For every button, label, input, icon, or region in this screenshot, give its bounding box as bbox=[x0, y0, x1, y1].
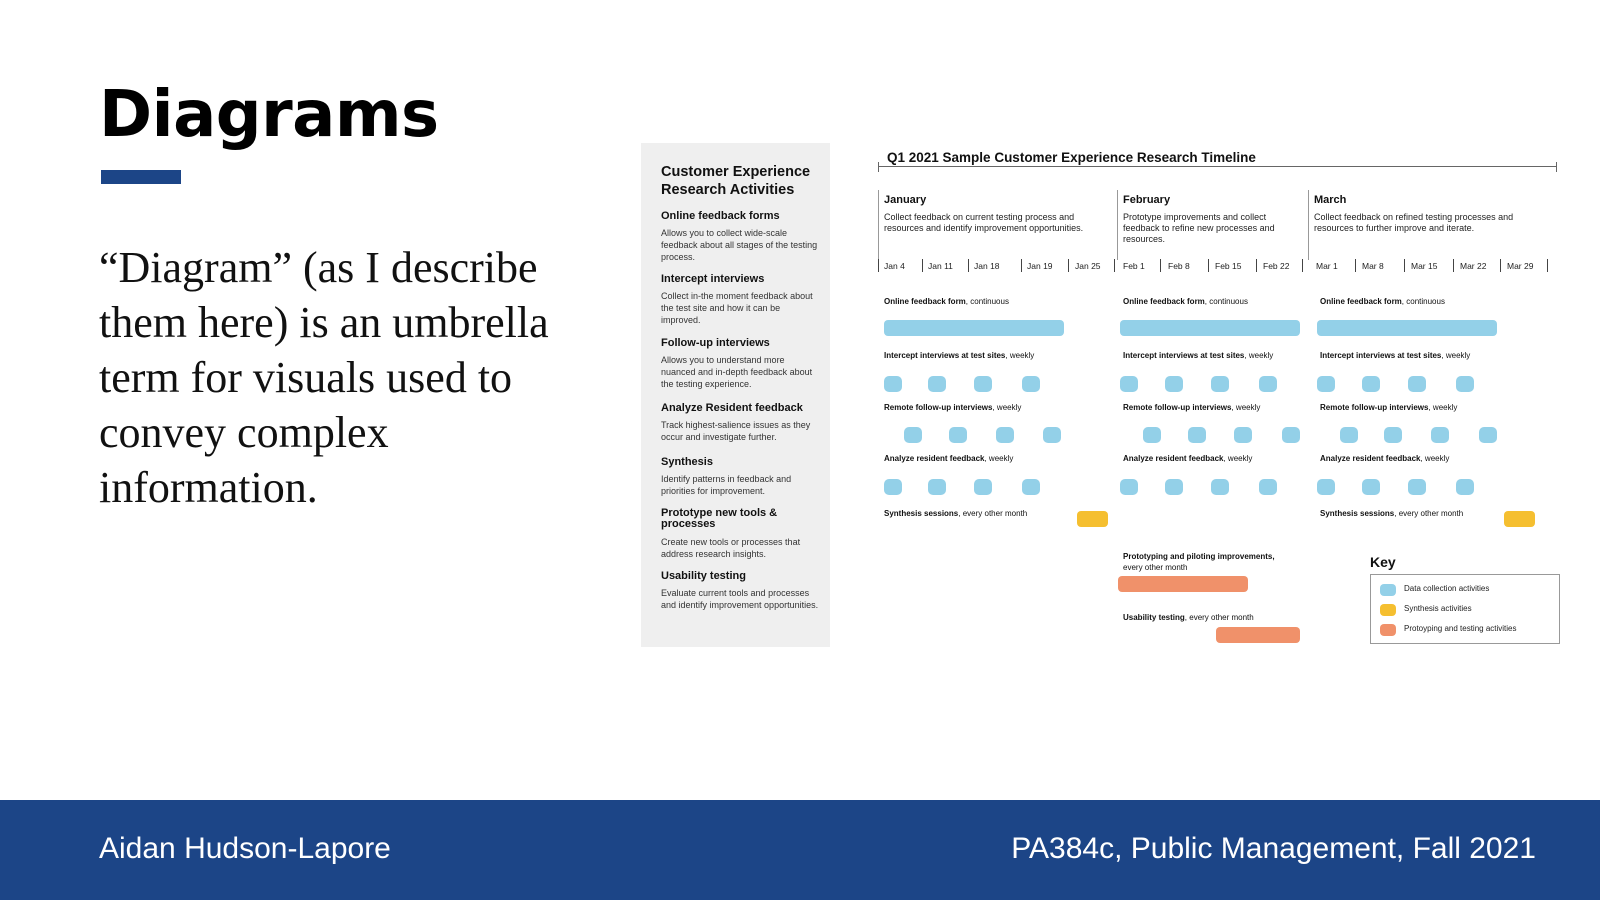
activities-panel bbox=[641, 143, 830, 647]
month-divider bbox=[1308, 190, 1309, 260]
intercept-dot bbox=[1259, 376, 1277, 392]
activity-desc: Evaluate current tools and processes and identify improvement opportunities. bbox=[661, 588, 819, 610]
analyze-feedback-dot bbox=[1120, 479, 1138, 495]
remote-followup-dot bbox=[1143, 427, 1161, 443]
body-text: “Diagram” (as I describe them here) is an umbrella term for visuals used to convey complex information. bbox=[99, 243, 549, 512]
activity-name: Intercept interviews bbox=[661, 273, 765, 285]
remote-followup-dot bbox=[949, 427, 967, 443]
axis-end-tick bbox=[878, 162, 879, 172]
row-label-intercept: Intercept interviews at test sites, weekly bbox=[884, 351, 1035, 360]
month-divider bbox=[878, 190, 879, 260]
analyze-feedback-dot bbox=[1317, 479, 1335, 495]
remote-followup-dot bbox=[1234, 427, 1252, 443]
row-label-prototyping: Prototyping and piloting improvements, every other month bbox=[1123, 552, 1275, 572]
legend-box bbox=[1370, 574, 1560, 644]
week-tick bbox=[1114, 259, 1115, 272]
activity-desc: Identify patterns in feedback and priorities for improvement. bbox=[661, 474, 792, 496]
timeline-title: Q1 2021 Sample Customer Experience Research Timeline bbox=[887, 150, 1256, 165]
intercept-dot bbox=[1317, 376, 1335, 392]
synthesis-bar bbox=[1077, 511, 1108, 527]
week-label: Mar 8 bbox=[1362, 261, 1384, 271]
legend-label: Data collection activities bbox=[1404, 584, 1490, 593]
week-label: Jan 4 bbox=[884, 261, 905, 271]
intercept-dot bbox=[1022, 376, 1040, 392]
month-name: January bbox=[884, 194, 927, 206]
analyze-feedback-dot bbox=[1165, 479, 1183, 495]
analyze-feedback-dot bbox=[974, 479, 992, 495]
row-label-online-feedback: Online feedback form, continuous bbox=[884, 297, 1009, 306]
week-tick bbox=[1208, 259, 1209, 272]
intercept-dot bbox=[974, 376, 992, 392]
row-label-intercept: Intercept interviews at test sites, weekly bbox=[1320, 351, 1471, 360]
intercept-dot bbox=[1120, 376, 1138, 392]
intercept-dot bbox=[1408, 376, 1426, 392]
activity-name: Usability testing bbox=[661, 570, 746, 582]
week-tick bbox=[1302, 259, 1303, 272]
legend-label: Synthesis activities bbox=[1404, 604, 1472, 613]
remote-followup-dot bbox=[904, 427, 922, 443]
axis-end-tick bbox=[1556, 162, 1557, 172]
activity-desc: Allows you to understand more nuanced and in-depth feedback about the testing experience. bbox=[661, 355, 813, 389]
analyze-feedback-dot bbox=[884, 479, 902, 495]
week-label: Feb 22 bbox=[1263, 261, 1290, 271]
remote-followup-dot bbox=[996, 427, 1014, 443]
intercept-dot bbox=[884, 376, 902, 392]
week-label: Jan 19 bbox=[1027, 261, 1053, 271]
row-label-analyze-feedback: Analyze resident feedback, weekly bbox=[1123, 454, 1253, 463]
row-label-analyze-feedback: Analyze resident feedback, weekly bbox=[1320, 454, 1450, 463]
row-label-synthesis: Synthesis sessions, every other month bbox=[884, 509, 1028, 518]
analyze-feedback-dot bbox=[1022, 479, 1040, 495]
analyze-feedback-dot bbox=[1408, 479, 1426, 495]
intercept-dot bbox=[928, 376, 946, 392]
legend-swatch-synthesis bbox=[1380, 604, 1396, 616]
remote-followup-dot bbox=[1479, 427, 1497, 443]
activity-name: Online feedback forms bbox=[661, 210, 780, 222]
week-tick bbox=[878, 259, 879, 272]
activity-name: Prototype new tools & processes bbox=[661, 507, 778, 530]
remote-followup-dot bbox=[1384, 427, 1402, 443]
research-timeline bbox=[870, 140, 1570, 660]
analyze-feedback-dot bbox=[928, 479, 946, 495]
intercept-dot bbox=[1456, 376, 1474, 392]
row-label-online-feedback: Online feedback form, continuous bbox=[1320, 297, 1445, 306]
week-label: Feb 15 bbox=[1215, 261, 1242, 271]
month-name: February bbox=[1123, 194, 1171, 206]
timeline-axis bbox=[878, 166, 1556, 167]
row-label-intercept: Intercept interviews at test sites, weekly bbox=[1123, 351, 1274, 360]
synthesis-bar bbox=[1504, 511, 1535, 527]
row-label-remote-followup: Remote follow-up interviews, weekly bbox=[884, 403, 1022, 412]
panel-title: Customer Experience Research Activities bbox=[661, 164, 811, 198]
week-tick bbox=[1160, 259, 1161, 272]
activity-desc: Allows you to collect wide-scale feedback about all stages of the testing process. bbox=[661, 228, 818, 262]
week-label: Jan 18 bbox=[974, 261, 1000, 271]
author-name: Aidan Hudson-Lapore bbox=[99, 832, 391, 865]
week-label: Feb 1 bbox=[1123, 261, 1145, 271]
activity-desc: Create new tools or processes that address research insights. bbox=[661, 537, 801, 559]
intercept-dot bbox=[1165, 376, 1183, 392]
course-info: PA384c, Public Management, Fall 2021 bbox=[1011, 832, 1536, 865]
week-label: Jan 25 bbox=[1075, 261, 1101, 271]
row-label-remote-followup: Remote follow-up interviews, weekly bbox=[1320, 403, 1458, 412]
analyze-feedback-dot bbox=[1362, 479, 1380, 495]
week-label: Mar 15 bbox=[1411, 261, 1438, 271]
week-tick bbox=[1500, 259, 1501, 272]
month-desc: Prototype improvements and collect feedback to refine new processes and resources. bbox=[1123, 212, 1275, 244]
week-tick bbox=[1453, 259, 1454, 272]
week-tick bbox=[968, 259, 969, 272]
week-tick bbox=[922, 259, 923, 272]
intercept-dot bbox=[1211, 376, 1229, 392]
online-feedback-bar bbox=[1317, 320, 1497, 336]
week-tick bbox=[1404, 259, 1405, 272]
week-tick bbox=[1068, 259, 1069, 272]
analyze-feedback-dot bbox=[1259, 479, 1277, 495]
row-label-usability: Usability testing, every other month bbox=[1123, 613, 1254, 622]
title-underline bbox=[101, 170, 181, 184]
week-label: Mar 29 bbox=[1507, 261, 1534, 271]
prototyping-bar bbox=[1118, 576, 1248, 592]
legend-swatch-prototyping bbox=[1380, 624, 1396, 636]
activity-name: Synthesis bbox=[661, 456, 713, 468]
week-tick bbox=[1547, 259, 1548, 272]
remote-followup-dot bbox=[1188, 427, 1206, 443]
activity-name: Follow-up interviews bbox=[661, 337, 770, 349]
remote-followup-dot bbox=[1043, 427, 1061, 443]
online-feedback-bar bbox=[884, 320, 1064, 336]
online-feedback-bar bbox=[1120, 320, 1300, 336]
week-label: Mar 22 bbox=[1460, 261, 1487, 271]
row-label-online-feedback: Online feedback form, continuous bbox=[1123, 297, 1248, 306]
remote-followup-dot bbox=[1340, 427, 1358, 443]
activity-desc: Collect in-the moment feedback about the test site and how it can be improved. bbox=[661, 291, 813, 325]
week-label: Feb 8 bbox=[1168, 261, 1190, 271]
month-divider bbox=[1117, 190, 1118, 260]
analyze-feedback-dot bbox=[1211, 479, 1229, 495]
month-desc: Collect feedback on current testing process and resources and identify improvement opportunities. bbox=[884, 212, 1084, 233]
week-label: Jan 11 bbox=[928, 261, 953, 271]
intercept-dot bbox=[1362, 376, 1380, 392]
slide-title: Diagrams bbox=[99, 78, 439, 152]
week-tick bbox=[1256, 259, 1257, 272]
activity-name: Analyze Resident feedback bbox=[661, 402, 803, 414]
row-label-synthesis: Synthesis sessions, every other month bbox=[1320, 509, 1464, 518]
month-desc: Collect feedback on refined testing processes and resources to further improve and iterate. bbox=[1314, 212, 1514, 233]
week-label: Mar 1 bbox=[1316, 261, 1338, 271]
key-title: Key bbox=[1370, 554, 1396, 570]
legend-swatch-data-collection bbox=[1380, 584, 1396, 596]
remote-followup-dot bbox=[1431, 427, 1449, 443]
analyze-feedback-dot bbox=[1456, 479, 1474, 495]
activity-desc: Track highest-salience issues as they occur and investigate further. bbox=[661, 420, 811, 442]
usability-bar bbox=[1216, 627, 1300, 643]
remote-followup-dot bbox=[1282, 427, 1300, 443]
row-label-remote-followup: Remote follow-up interviews, weekly bbox=[1123, 403, 1261, 412]
month-name: March bbox=[1314, 194, 1347, 206]
legend-label: Protoyping and testing activities bbox=[1404, 624, 1517, 633]
row-label-analyze-feedback: Analyze resident feedback, weekly bbox=[884, 454, 1014, 463]
week-tick bbox=[1355, 259, 1356, 272]
week-tick bbox=[1021, 259, 1022, 272]
